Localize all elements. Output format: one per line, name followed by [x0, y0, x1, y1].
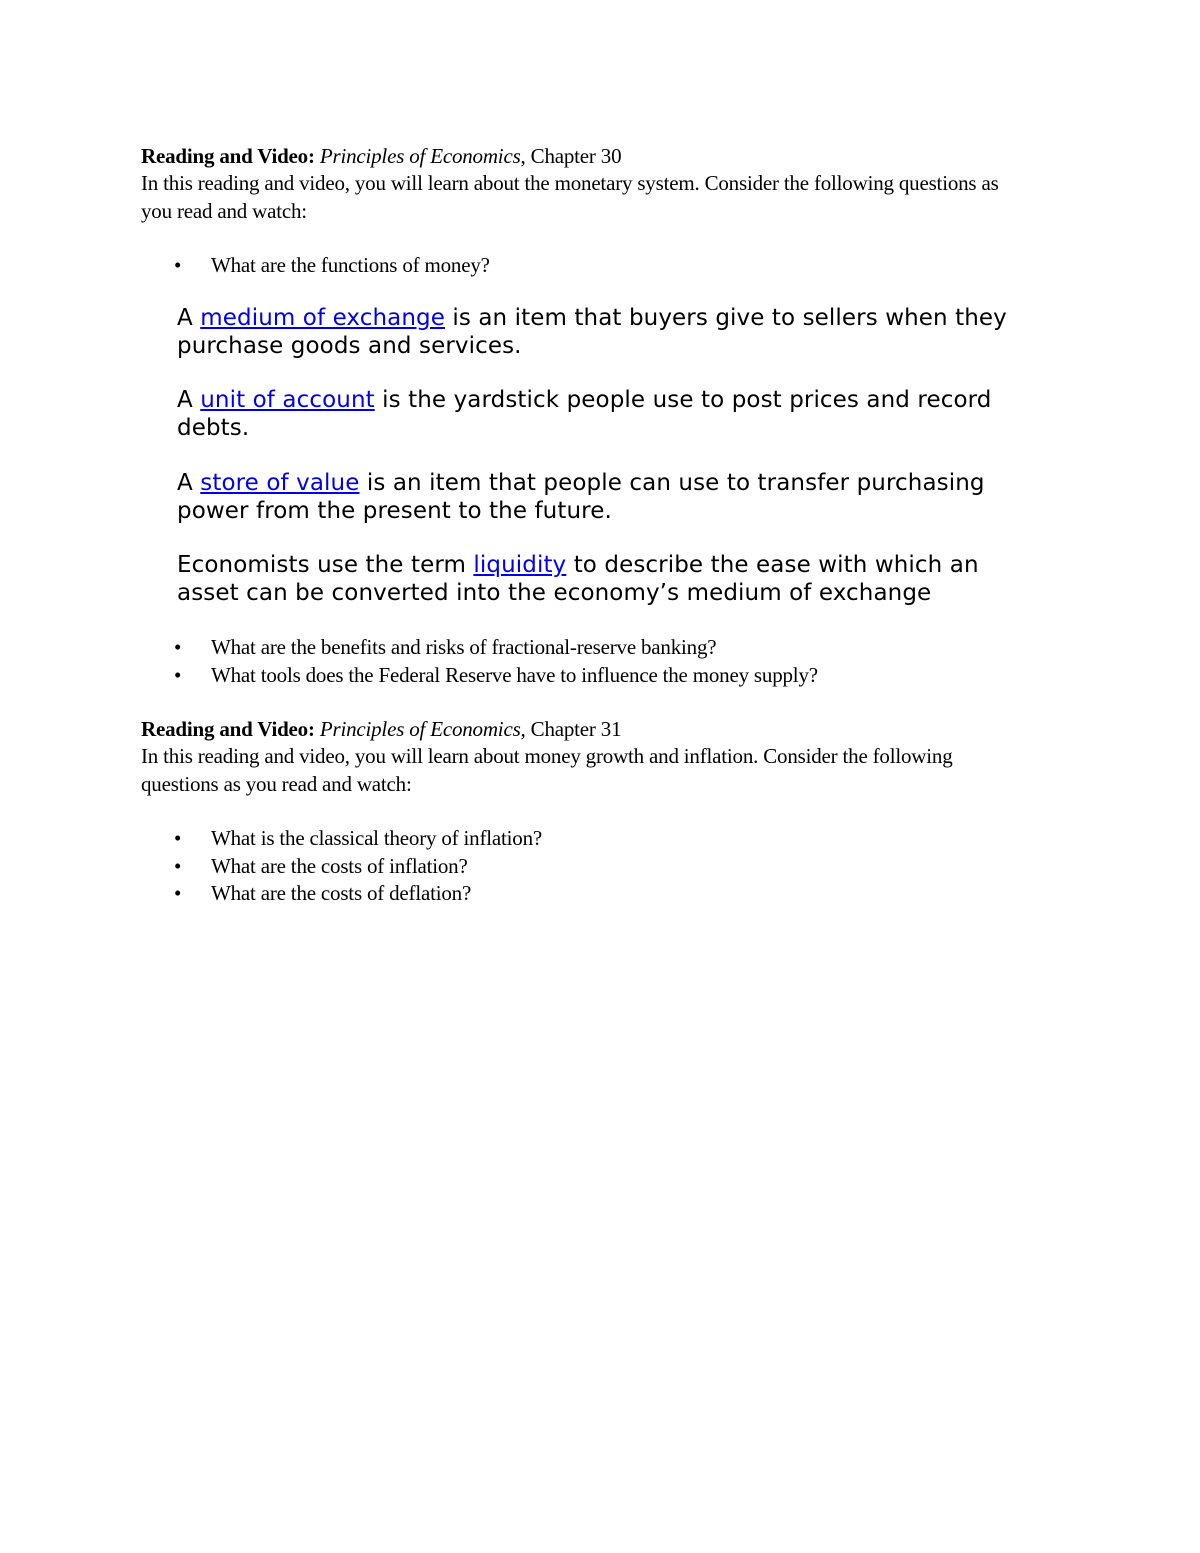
- link-liquidity[interactable]: liquidity: [473, 552, 567, 578]
- bullet-icon: •: [174, 253, 182, 277]
- definition-prefix: A: [177, 387, 201, 413]
- section2-heading-chapter: , Chapter 31: [520, 717, 622, 741]
- definition-prefix: A: [177, 305, 201, 331]
- section1-heading-book: Principles of Economics: [319, 144, 521, 168]
- definition-text: is the yardstick people use to post prices and record debts.: [177, 387, 992, 441]
- list-item: [141, 662, 1041, 690]
- definition-prefix: A: [177, 470, 201, 496]
- list-item-text: What are the benefits and risks of fractional-reserve banking?: [211, 635, 717, 659]
- list-item: [141, 825, 1041, 853]
- section1-heading-chapter: , Chapter 30: [520, 144, 622, 168]
- section2-heading: [141, 716, 1041, 744]
- section1-heading: [141, 143, 1041, 171]
- definition-store-of-value: [177, 469, 1047, 525]
- section2-heading-book: Principles of Economics: [319, 717, 521, 741]
- definition-liquidity: [177, 551, 1047, 607]
- link-unit-of-account[interactable]: unit of account: [200, 387, 375, 413]
- section2-bullets: [141, 825, 1041, 908]
- bullet-icon: •: [174, 635, 182, 659]
- definition-medium-of-exchange: [177, 304, 1047, 360]
- list-item: [141, 634, 1041, 662]
- list-item: [141, 252, 1041, 280]
- list-item-text: What is the classical theory of inflation?: [211, 826, 542, 850]
- list-item: [141, 853, 1041, 881]
- bullet-icon: •: [174, 853, 182, 878]
- list-item-text: What are the costs of deflation?: [211, 881, 472, 905]
- link-store-of-value[interactable]: store of value: [200, 470, 360, 496]
- definition-text: to describe the ease with which an asset can be converted into the economy’s medium of exchange: [177, 552, 979, 606]
- section1-intro: In this reading and video, you will learn about the monetary system. Consider the following questions as you read and watch:: [141, 171, 999, 223]
- bullet-icon: •: [174, 881, 182, 905]
- definition-text: is an item that buyers give to sellers when they purchase goods and services.: [177, 305, 1007, 359]
- list-item-text: What are the functions of money?: [211, 253, 490, 277]
- bullet-icon: •: [174, 826, 182, 850]
- list-item: [141, 880, 1041, 908]
- section1-heading-label: Reading and Video:: [141, 144, 315, 168]
- bullet-icon: •: [174, 662, 182, 687]
- section2-heading-label: Reading and Video:: [141, 717, 315, 741]
- link-medium-of-exchange[interactable]: medium of exchange: [200, 305, 445, 331]
- definition-prefix: Economists use the term: [177, 552, 474, 578]
- list-item-text: What are the costs of inflation?: [211, 853, 468, 878]
- list-item-text: What tools does the Federal Reserve have to influence the money supply?: [211, 662, 818, 687]
- definition-text: is an item that people can use to transfer purchasing power from the present to the future.: [177, 470, 985, 524]
- section1-bullets-a: [141, 252, 1041, 280]
- section1-bullets-b: [141, 634, 1041, 689]
- definition-unit-of-account: [177, 386, 1047, 442]
- section2-intro: In this reading and video, you will learn about money growth and inflation. Consider the following questions as you read and watch:: [141, 744, 953, 796]
